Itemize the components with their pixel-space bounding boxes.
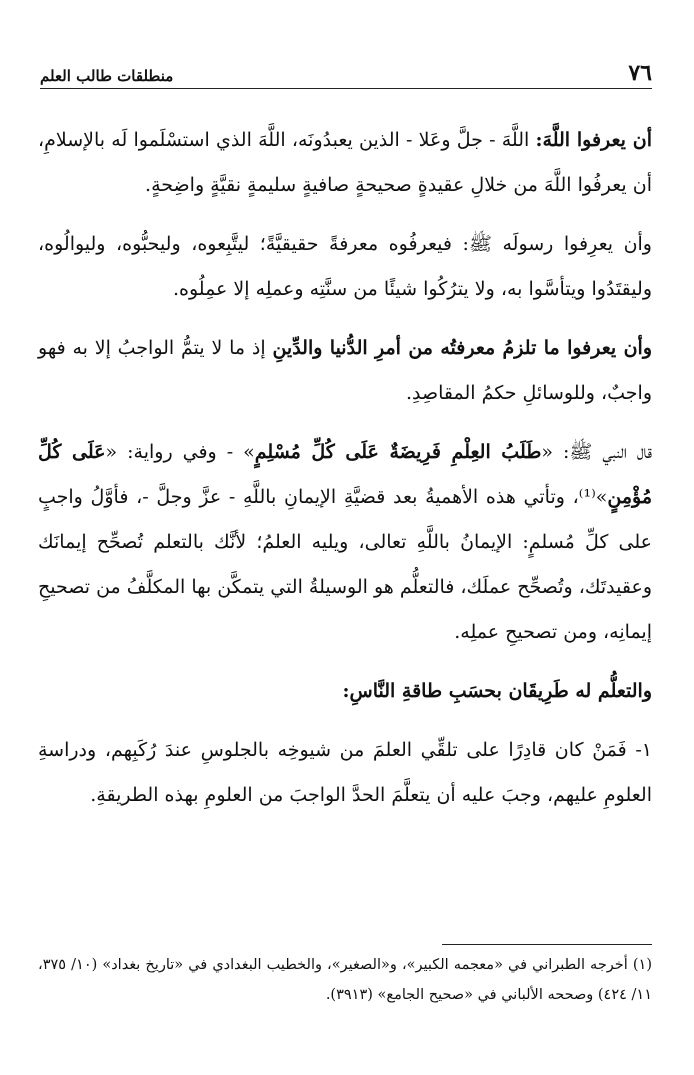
paragraph-know-messenger <box>38 222 652 312</box>
page-body <box>38 118 652 832</box>
footnotes <box>38 950 652 1010</box>
paragraph-lead: وأن يعرفوا ما تلزمُ معرفتُه من أمرِ الدُّنيا والدِّينِ <box>272 337 652 359</box>
paragraph-text: وأن يعرِفوا رسولَه ﷺ: فيعرفُوه معرفةً حقيقيَّةً؛ ليتَّبِعوه، وليحبُّوه، وليوالُوه، وليقتَدُوا ويتأسَّوا به، ولا يترُكُوا شيئًا من سنَّتِه وعملِه إلا عمِلُوه. <box>38 233 652 300</box>
section-heading: والتعلُّم له طَرِيقَان بحسَبِ طاقةِ النَّاسِ: <box>342 680 652 702</box>
paragraph-two-ways <box>38 669 652 714</box>
hadith-quote: طَلَبُ العِلْمِ فَرِيضَةٌ عَلَى كُلِّ مُسْلِمٍ <box>254 441 542 463</box>
paragraph-worldly-religious <box>38 326 652 416</box>
paragraph-first-way <box>38 728 652 818</box>
paragraph-text: » - وفي رواية: « <box>105 441 255 463</box>
hadith-variant: عَلَى كُلِّ مُؤْمِنٍ <box>38 441 652 508</box>
page-number: ٧٦ <box>628 60 652 86</box>
running-title: منطلقات طالب العلم <box>40 67 174 85</box>
paragraph-text: »⁽¹⁾، وتأتي هذه الأهميةُ بعد قضيَّةِ الإيمانِ باللَّهِ - عزَّ وجلَّ -، فأوَّلُ واجبٍ على كلِّ مُسلمٍ: الإيمانُ باللَّهِ تعالى، ويليه العلمُ؛ لأنَّك بالتعلم تُصحِّح إيمانَك وعقيدتَك، وتُصحِّح عملَك، فالتعلُّم هو الوسيلةُ التي يتمكَّن بها المكلَّفُ من تصحيحِ إيمانِه، ومن تصحيحِ عملِه. <box>38 486 652 643</box>
footnote-1: (١) أخرجه الطبراني في «معجمه الكبير»، و«الصغير»، والخطيب البغدادي في «تاريخ بغداد» (١٠/ ٣٧٥، ١١/ ٤٢٤) وصححه الألباني في «صحيح الجامع» (٣٩١٣). <box>38 957 652 1003</box>
paragraph-text: ١- فَمَنْ كان قادِرًا على تلقِّي العلمَ من شيوخِه بالجلوسِ عندَ رُكَبِهم، ودراسةِ العلومِ عليهم، وجبَ عليه أن يتعلَّمَ الحدَّ الواجبَ من العلومِ بهذه الطريقةِ. <box>38 739 652 806</box>
paragraph-hadith <box>38 430 652 655</box>
paragraph-text: قال النبي ﷺ: « <box>541 441 652 463</box>
page-header <box>40 58 652 89</box>
paragraph-text: إذ ما لا يتمُّ الواجبُ إلا به فهو واجبٌ، وللوسائلِ حكمُ المقاصِدِ. <box>38 337 652 404</box>
paragraph-lead: أن يعرفوا اللَّهَ: <box>535 129 652 151</box>
paragraph-know-allah <box>38 118 652 208</box>
paragraph-text: اللَّهَ - جلَّ وعَلا - الذين يعبدُونَه، اللَّهَ الذي استسْلَموا لَه بالإسلامِ، أن يعرفُوا اللَّهَ من خلالِ عقيدةٍ صحيحةٍ صافيةٍ سليمةٍ نقيَّةٍ واضِحةٍ. <box>38 129 652 196</box>
footnote-divider <box>442 944 652 945</box>
